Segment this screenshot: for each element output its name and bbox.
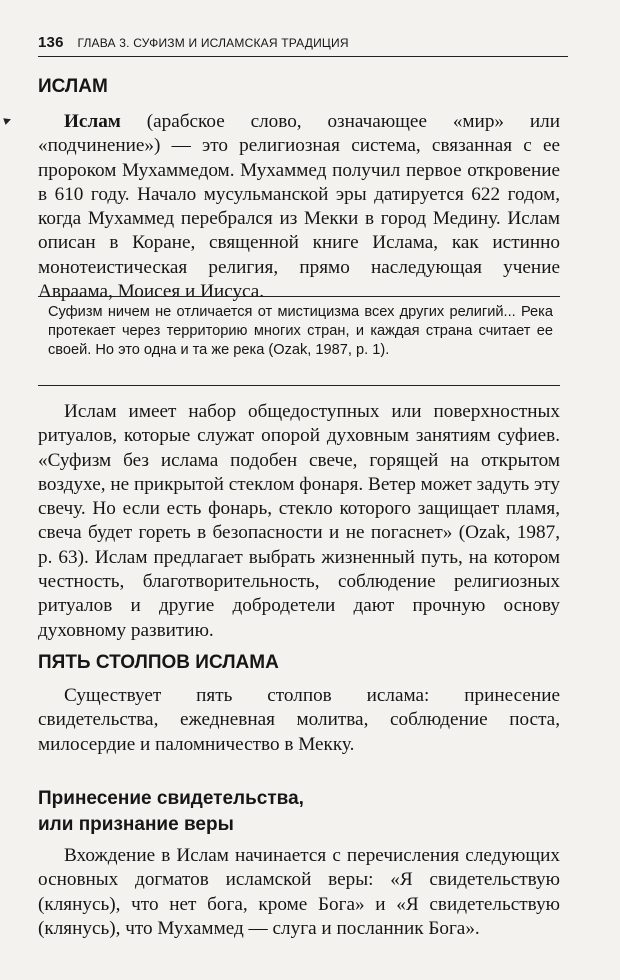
- section-heading-islam: ИСЛАМ: [38, 76, 108, 97]
- lead-term: Ислам: [64, 111, 121, 132]
- paragraph-pillars: [38, 684, 560, 757]
- paragraph-islam-text: (арабское слово, означающее «мир» или «подчинение») — это религиозная система, связанная с ее пророком Мухаммедом. Мухаммед получил первое откровение в 610 году. Начало мусульманской эры датируется 622 годом, когда Мухаммед перебрался из Мекки в город Медину. Ислам описан в Коране, священной книге Ислама, как истинно монотеистическая религия, прямо наследующая учение Авраама, Моисея и Иисуса.: [38, 111, 560, 303]
- paragraph-testimony-text: Вхождение в Ислам начинается с перечисления следующих основных догматов исламской веры: «Я свидетельствую (клянусь), что нет бога, кроме Бога» и «Я свидетельствую (клянусь), что Мухаммед — слуга и посланник Бога».: [38, 845, 560, 939]
- section-heading-pillars: ПЯТЬ СТОЛПОВ ИСЛАМА: [38, 652, 279, 673]
- chapter-title: ГЛАВА 3. СУФИЗМ И ИСЛАМСКАЯ ТРАДИЦИЯ: [77, 36, 349, 50]
- quote-text: Суфизм ничем не отличается от мистицизма всех других религий... Река протекает через территорию многих стран, и каждая страна считает ее своей. Но это одна и та же река (Ozak, 1987, p. 1).: [48, 304, 553, 359]
- quote-box: [38, 296, 560, 386]
- paragraph-rituals-text: Ислам имеет набор общедоступных или поверхностных ритуалов, которые служат опорой духовным занятиям суфиев. «Суфизм без ислама подобен свече, горящей на открытом воздухе, не прикрытой стеклом фонаря. Ветер может задуть эту свечу. Но если есть фонарь, стекло которого защищает пламя, свеча будет гореть в безопасности и не погаснет» (Ozak, 1987, p. 63). Ислам предлагает выбрать жизненный путь, на котором честность, благотворительность, соблюдение религиозных ритуалов и другие добродетели дают прочную основу духовному развитию.: [38, 401, 560, 641]
- page-number: 136: [38, 34, 64, 51]
- paragraph-islam-definition: [38, 110, 560, 304]
- paragraph-testimony: [38, 844, 560, 941]
- subheading-line-2: или признание веры: [38, 814, 234, 835]
- paragraph-pillars-text: Существует пять столпов ислама: принесение свидетельства, ежедневная молитва, соблюдение поста, милосердие и паломничество в Мекку.: [38, 685, 560, 755]
- margin-mark: ▸: [1, 111, 14, 129]
- running-header: [38, 34, 568, 57]
- paragraph-islam-rituals: [38, 400, 560, 643]
- subheading-line-1: Принесение свидетельства,: [38, 788, 304, 809]
- subheading-testimony: [38, 786, 304, 838]
